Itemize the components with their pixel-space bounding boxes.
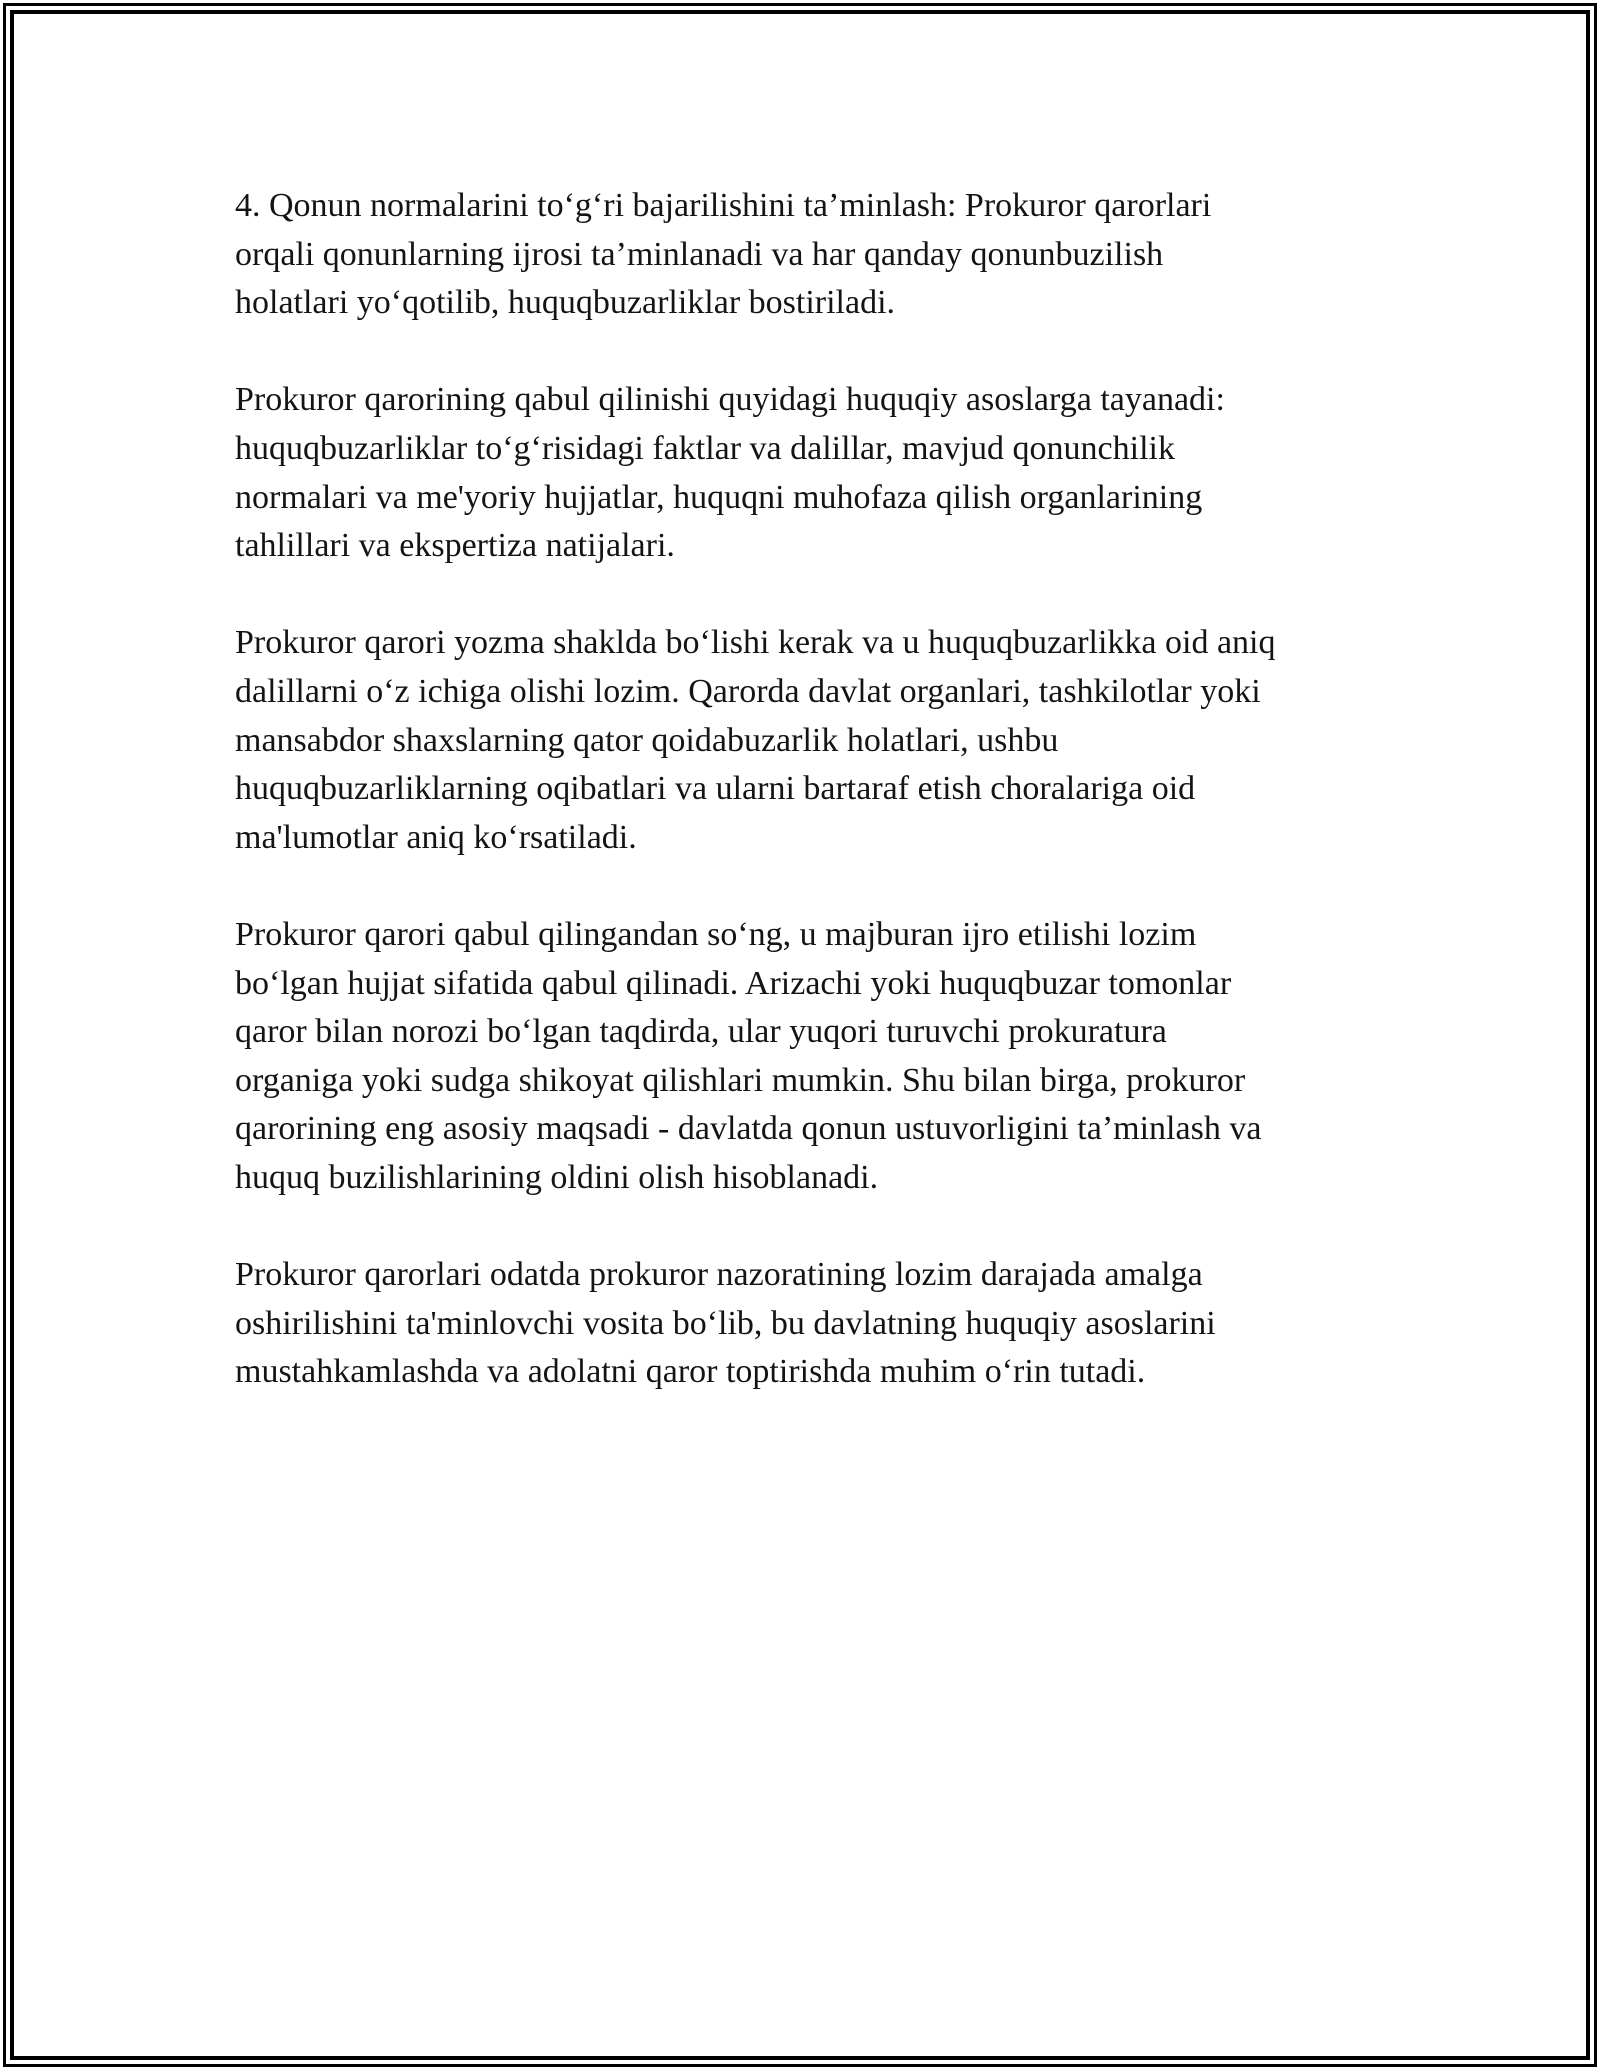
text-line: oshirilishini ta'minlovchi vosita bo‘lib, bu davlatning huquqiy asoslarini — [235, 1304, 1216, 1342]
text-line: huquqbuzarliklar to‘g‘risidagi faktlar va dalillar, mavjud qonunchilik — [235, 429, 1175, 467]
text-line: qaror bilan norozi bo‘lgan taqdirda, ular yuqori turuvchi prokuratura — [235, 1013, 1167, 1051]
text-line: holatlari yo‘qotilib, huquqbuzarliklar bostiriladi. — [235, 284, 896, 322]
paragraph-4 — [235, 911, 1395, 1203]
text-line: mansabdor shaxslarning qator qoidabuzarlik holatlari, ushbu — [235, 721, 1059, 759]
text-line: Prokuror qarori yozma shaklda bo‘lishi kerak va u huquqbuzarlikka oid aniq — [235, 624, 1276, 662]
text-line: huquqbuzarliklarning oqibatlari va ularni bartaraf etish choralariga oid — [235, 770, 1196, 808]
text-line: bo‘lgan hujjat sifatida qabul qilinadi. Arizachi yoki huquqbuzar tomonlar — [235, 964, 1232, 1002]
text-line: tahlillari va ekspertiza natijalari. — [235, 527, 675, 565]
document-body — [235, 182, 1395, 1445]
text-line: Prokuror qarorlari odatda prokuror nazoratining lozim darajada amalga — [235, 1256, 1203, 1294]
text-line: Prokuror qarori qabul qilingandan so‘ng, u majburan ijro etilishi lozim — [235, 915, 1197, 953]
text-line: 4. Qonun normalarini to‘g‘ri bajarilishini ta’minlash: Prokuror qarorlari — [235, 187, 1212, 224]
text-line: dalillarni o‘z ichiga olishi lozim. Qarorda davlat organlari, tashkilotlar yoki — [235, 672, 1261, 710]
text-line: Prokuror qarorining qabul qilinishi quyidagi huquqiy asoslarga tayanadi: — [235, 381, 1225, 419]
paragraph-1 — [235, 182, 1395, 328]
text-line: ma'lumotlar aniq ko‘rsatiladi. — [235, 818, 637, 856]
text-line: mustahkamlashda va adolatni qaror toptirishda muhim o‘rin tutadi. — [235, 1353, 1146, 1391]
text-line: normalari va me'yoriy hujjatlar, huquqni muhofaza qilish organlarining — [235, 478, 1203, 516]
text-line: huquq buzilishlarining oldini olish hisoblanadi. — [235, 1158, 879, 1196]
text-line: orqali qonunlarning ijrosi ta’minlanadi va har qanday qonunbuzilish — [235, 235, 1164, 273]
text-line: organiga yoki sudga shikoyat qilishlari mumkin. Shu bilan birga, prokuror — [235, 1061, 1246, 1099]
paragraph-5 — [235, 1251, 1395, 1397]
paragraph-3 — [235, 619, 1395, 862]
paragraph-2 — [235, 376, 1395, 570]
text-line: qarorining eng asosiy maqsadi - davlatda qonun ustuvorligini ta’minlash va — [235, 1110, 1262, 1148]
